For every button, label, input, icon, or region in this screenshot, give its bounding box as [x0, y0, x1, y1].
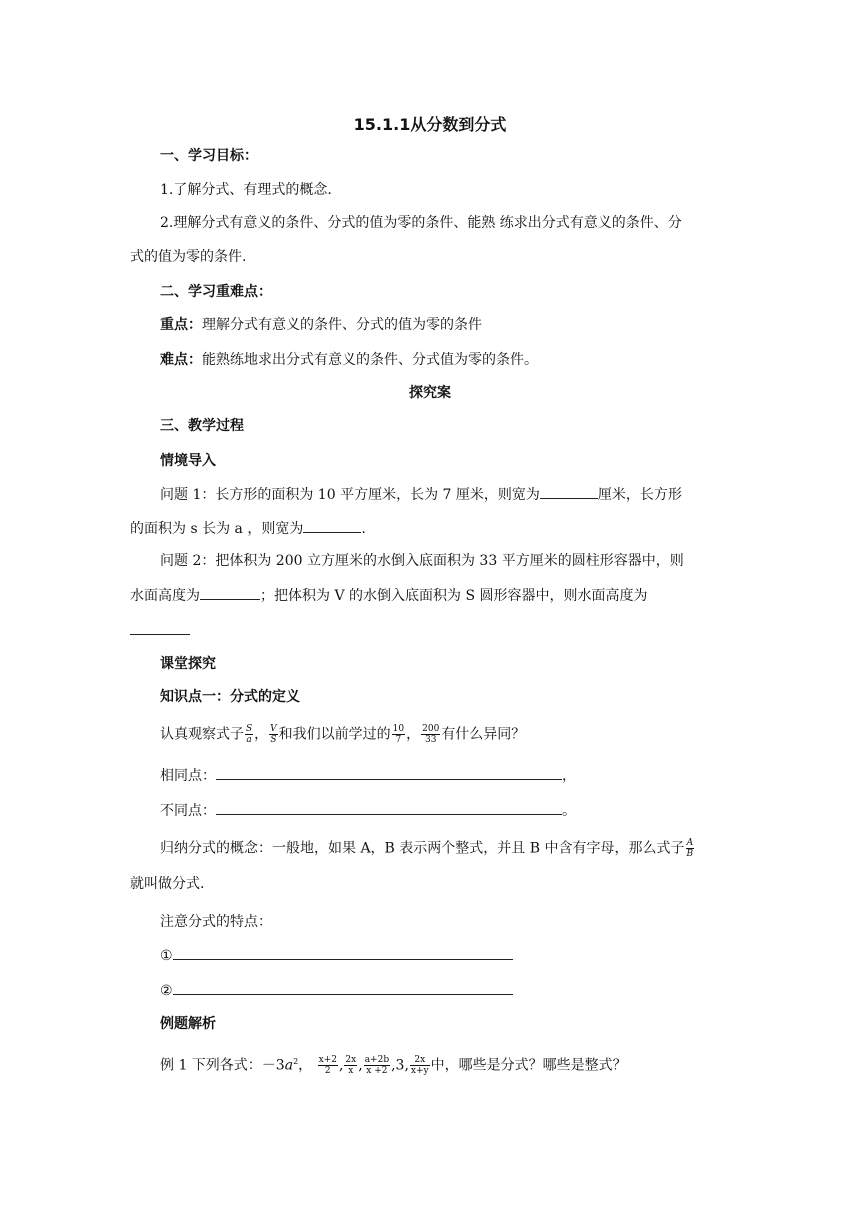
hard-label: 难点： [160, 352, 202, 368]
diff-label: 不同点： [160, 803, 216, 819]
fraction-10-7: $\frac{10}{7}$ [392, 724, 405, 745]
difficult-point [160, 350, 538, 370]
fraction-v-s: $\frac{V}{S}$ [270, 724, 277, 745]
section-heading-goals: 一、学习目标： [160, 148, 258, 164]
q1-text-c: 的面积为 s 长为 a ，则宽为 [130, 521, 304, 537]
subheading-example: 例题解析 [160, 1016, 216, 1032]
expr-1: $\frac{x+2}{2}$ [318, 1055, 337, 1077]
key-label: 重点： [160, 317, 202, 333]
goal-2-line-1: 2.理解分式有意义的条件、分式的值为零的条件、能熟 练求出分式有意义的条件、分 [160, 215, 682, 231]
expr-4: $\frac{2x}{x+y}$ [410, 1055, 429, 1077]
same-label: 相同点： [160, 768, 216, 784]
diff-points: 不同点： 。 [160, 800, 576, 821]
answer-blank [216, 765, 562, 780]
hard-text: 能熟练地求出分式有意义的条件、分式值为零的条件。 [202, 352, 538, 368]
same-points: 相同点： ， [160, 765, 576, 786]
q2-text-b: ；把体积为 V 的水倒入底面积为 S 圆形容器中，则水面高度为 [260, 588, 648, 604]
key-text: 理解分式有意义的条件、分式的值为零的条件 [202, 317, 482, 333]
feature-1 [160, 945, 513, 966]
subheading-scenario: 情境导入 [160, 453, 216, 469]
q2-text-a: 水面高度为 [130, 588, 200, 604]
circle-2: ② [160, 983, 173, 999]
answer-blank [540, 484, 598, 499]
observe-text-b: 和我们以前学过的 [278, 726, 391, 743]
expr-2: $\frac{2x}{x}$ [345, 1055, 357, 1077]
section-heading-process: 三、教学过程 [160, 418, 244, 434]
answer-blank [216, 800, 562, 815]
summary-line-1 [160, 838, 695, 859]
question-2-line-3 [130, 620, 190, 641]
answer-blank [130, 620, 190, 635]
key-point [160, 315, 482, 335]
q1-text-b: 厘米，长方形 [597, 487, 682, 503]
observe-text-c: 有什么异同？ [441, 726, 526, 743]
feature-2 [160, 980, 513, 1001]
answer-blank [173, 980, 513, 995]
example-text-b: 中，哪些是分式？哪些是整式？ [430, 1057, 627, 1074]
question-2-line-2 [130, 585, 648, 606]
subheading-class-explore: 课堂探究 [160, 656, 216, 672]
expr-3: $\frac{a+2b}{x +2}$ [364, 1055, 390, 1077]
observe-text-a: 认真观察式子 [160, 726, 244, 743]
goal-1: 1.了解分式、有理式的概念. [160, 182, 332, 198]
question-1-line-1 [160, 484, 682, 505]
section-heading-keypoints: 二、学习重难点： [160, 284, 272, 300]
goal-2-line-2: 式的值为零的条件. [130, 249, 247, 265]
answer-blank [173, 945, 513, 960]
observe-line: 认真观察式子 $\frac{S}{a}$ ， $\frac{V}{S}$ 和我们以前学过的 $\frac{10}{7}$ ， $\frac{200}{33}$ 有什么异同？ [160, 724, 526, 745]
circle-1: ① [160, 948, 173, 964]
fraction-a-b: $\frac{A}{B}$ [686, 838, 694, 859]
note-text: 注意分式的特点： [160, 914, 272, 930]
q1-text-a: 问题 1：长方形的面积为 10 平方厘米，长为 7 厘米，则宽为 [160, 487, 540, 503]
answer-blank [200, 585, 260, 600]
q1-text-d: . [361, 521, 366, 537]
fraction-200-33: $\frac{200}{33}$ [422, 724, 440, 745]
answer-blank [303, 518, 361, 533]
page-title: 15.1.1从分数到分式 [353, 115, 507, 134]
explore-title: 探究案 [409, 385, 451, 401]
knowledge-point-1: 知识点一：分式的定义 [160, 689, 300, 705]
example-1: 例 1 下列各式：$-3a^2$， $\frac{x+2}{2}$ , $\frac{2x}{x}$ , $\frac{a+2b}{x +2}$ ,3, $\frac{2x}{x+y}$ 中，哪些是分式？哪些是整式？ [160, 1055, 627, 1077]
summary-line-2: 就叫做分式. [130, 876, 205, 892]
summary-text: 归纳分式的概念：一般地，如果 A，B 表示两个整式，并且 B 中含有字母，那么式子 [160, 840, 685, 857]
fraction-s-a: $\frac{S}{a}$ [246, 724, 253, 745]
example-text-a: 例 1 下列各式：－3 [160, 1057, 285, 1074]
question-1-line-2 [130, 518, 366, 539]
question-2-line-1: 问题 2：把体积为 200 立方厘米的水倒入底面积为 33 平方厘米的圆柱形容器中，则 [160, 553, 684, 569]
